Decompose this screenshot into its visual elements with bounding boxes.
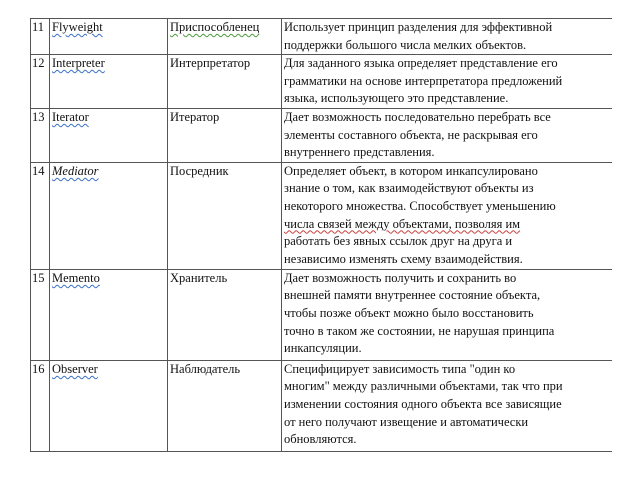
- table-row: [31, 19, 613, 55]
- description-line: Дает возможность получить и сохранить во: [284, 270, 517, 285]
- description-line: знание о том, как взаимодействуют объекты из: [284, 181, 534, 196]
- table-row: [31, 269, 613, 360]
- pattern-name-en: [50, 269, 168, 360]
- pattern-name-en-text: Mediator: [52, 163, 99, 178]
- description-line: независимо изменять схему взаимодействия.: [284, 251, 523, 266]
- pattern-name-en: [50, 19, 168, 55]
- description-line: грамматики на основе интерпретатора предложений: [284, 73, 563, 88]
- row-number: 13: [31, 108, 50, 162]
- pattern-name-en-text: Iterator: [52, 109, 89, 124]
- description-line: чтобы позже объект можно было восстановить: [284, 305, 534, 320]
- pattern-description: [282, 108, 613, 162]
- pattern-name-ru: Хранитель: [168, 269, 282, 360]
- description-line: внутреннего представления.: [284, 145, 435, 160]
- pattern-name-en: [50, 360, 168, 451]
- pattern-name-en-text: Memento: [52, 270, 100, 285]
- pattern-name-ru: [168, 19, 282, 55]
- description-line: Использует принцип разделения для эффективной: [284, 20, 553, 34]
- table-row: [31, 360, 613, 451]
- description-line: Для заданного языка определяет представление его: [284, 56, 558, 71]
- description-line: многим" между различными объектами, так что при: [284, 379, 563, 394]
- patterns-table-container: [30, 18, 612, 458]
- description-line: числа связей между объектами, позволяя им: [284, 216, 521, 231]
- description-line: некоторого множества. Способствует уменьшению: [284, 198, 556, 213]
- description-line: изменении состояния одного объекта все зависящие: [284, 396, 562, 411]
- pattern-name-ru: Посредник: [168, 162, 282, 269]
- pattern-description: [282, 269, 613, 360]
- description-line: языка, использующего это представление.: [284, 91, 509, 106]
- description-line: Определяет объект, в котором инкапсулировано: [284, 163, 538, 178]
- table-row: [31, 108, 613, 162]
- pattern-description: [282, 360, 613, 451]
- description-line: работать без явных ссылок друг на друга и: [284, 234, 513, 249]
- pattern-name-ru: Итератор: [168, 108, 282, 162]
- pattern-name-en: [50, 55, 168, 109]
- row-number: 15: [31, 269, 50, 360]
- pattern-description: [282, 19, 613, 55]
- pattern-name-en-text: Flyweight: [52, 20, 103, 34]
- pattern-name-ru: Наблюдатель: [168, 360, 282, 451]
- table-row: [31, 55, 613, 109]
- pattern-name-en: [50, 108, 168, 162]
- row-number: 11: [31, 19, 50, 55]
- pattern-description: [282, 162, 613, 269]
- patterns-table: [30, 18, 612, 452]
- table-row: [31, 162, 613, 269]
- description-line: Специфицирует зависимость типа "один ко: [284, 361, 516, 376]
- description-line: обновляются.: [284, 432, 357, 447]
- pattern-name-en: [50, 162, 168, 269]
- description-line: элементы составного объекта, не раскрывая его: [284, 127, 538, 142]
- pattern-description: [282, 55, 613, 109]
- row-number: 12: [31, 55, 50, 109]
- pattern-name-ru: Интерпретатор: [168, 55, 282, 109]
- description-line: поддержки большого числа мелких объектов.: [284, 37, 527, 52]
- pattern-name-ru-text: Приспособленец: [170, 20, 260, 34]
- description-line: инкапсуляции.: [284, 341, 362, 356]
- row-number: 14: [31, 162, 50, 269]
- row-number: 16: [31, 360, 50, 451]
- description-line: Дает возможность последовательно перебрать все: [284, 109, 551, 124]
- description-line: внешней памяти внутреннее состояние объекта,: [284, 288, 541, 303]
- pattern-name-en-text: Observer: [52, 361, 98, 376]
- description-line: точно в таком же состоянии, не нарушая принципа: [284, 323, 555, 338]
- pattern-name-en-text: Interpreter: [52, 56, 105, 71]
- description-line: от него получают извещение и автоматически: [284, 414, 529, 429]
